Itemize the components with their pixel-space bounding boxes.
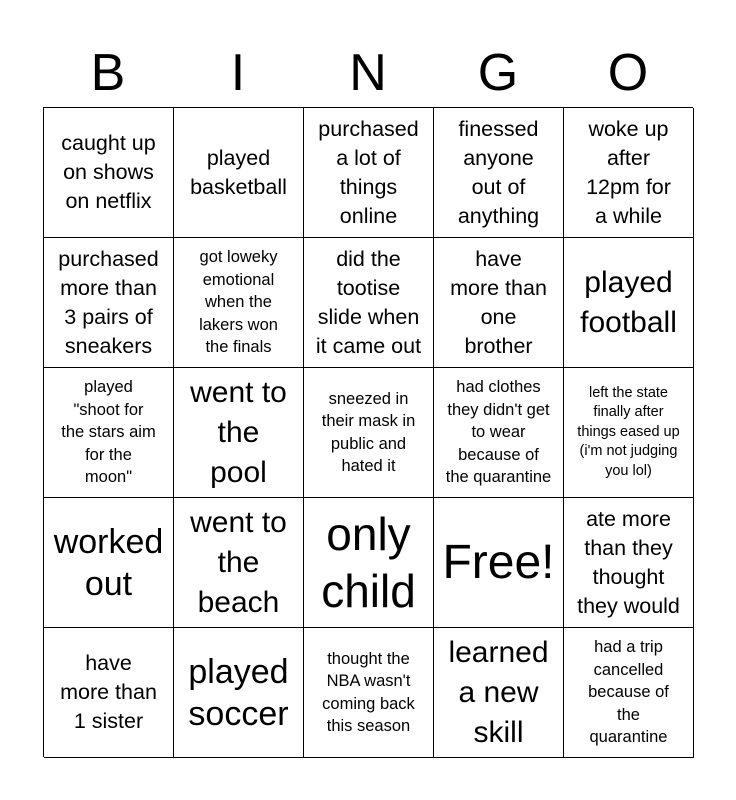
cell-text: caught up on shows on netflix: [61, 131, 156, 213]
header-letter-o: O: [607, 44, 649, 102]
cell-text: played soccer: [188, 652, 289, 733]
bingo-cell[interactable]: [44, 368, 174, 498]
bingo-cell[interactable]: [434, 368, 564, 498]
cell-text: thought the NBA wasn't coming back this season: [322, 649, 415, 735]
bingo-cell[interactable]: [304, 368, 434, 498]
cell-text: played football: [580, 265, 677, 339]
bingo-cell[interactable]: [564, 108, 694, 238]
cell-text: played basketball: [190, 145, 287, 199]
bingo-cell[interactable]: [564, 498, 694, 628]
cell-text: woke up after 12pm for a while: [586, 116, 671, 228]
cell-text: sneezed in their mask in public and hated it: [321, 389, 416, 475]
cell-text: ate more than they thought they would: [577, 506, 680, 618]
bingo-cell[interactable]: [434, 238, 564, 368]
bingo-cell[interactable]: [44, 628, 174, 758]
bingo-cell[interactable]: [304, 238, 434, 368]
cell-text: learned a new skill: [448, 635, 549, 749]
bingo-header: [43, 38, 693, 108]
bingo-cell[interactable]: [174, 108, 304, 238]
free-space-cell[interactable]: [434, 498, 564, 628]
cell-text: left the state finally after things eased up (i'm not judging you lol): [577, 384, 680, 479]
header-letter-b: B: [90, 44, 126, 102]
bingo-cell[interactable]: [434, 108, 564, 238]
cell-text: got loweky emotional when the lakers won the finals: [199, 248, 278, 357]
bingo-cell[interactable]: [174, 498, 304, 628]
bingo-cell[interactable]: [304, 628, 434, 758]
cell-text: went to the beach: [190, 505, 287, 619]
bingo-cell[interactable]: [174, 628, 304, 758]
cell-text: finessed anyone out of anything: [457, 116, 540, 228]
bingo-cell[interactable]: [564, 628, 694, 758]
bingo-grid: [43, 107, 693, 757]
bingo-cell[interactable]: [44, 108, 174, 238]
cell-text: only child: [321, 507, 416, 617]
header-letter-n: N: [349, 44, 387, 102]
bingo-cell[interactable]: [174, 238, 304, 368]
bingo-cell[interactable]: [304, 498, 434, 628]
free-space-text: Free!: [442, 535, 555, 589]
cell-text: worked out: [53, 522, 164, 603]
cell-text: have more than one brother: [450, 246, 547, 358]
cell-text: purchased a lot of things online: [318, 116, 419, 228]
cell-text: had a trip cancelled because of the quarantine: [588, 638, 669, 747]
header-letter-g: G: [477, 44, 519, 102]
cell-text: went to the pool: [190, 375, 287, 489]
bingo-cell[interactable]: [564, 368, 694, 498]
cell-text: played "shoot for the stars aim for the moon": [61, 378, 156, 487]
bingo-cell[interactable]: [564, 238, 694, 368]
bingo-cell[interactable]: [434, 628, 564, 758]
bingo-cell[interactable]: [44, 238, 174, 368]
cell-text: did the tootise slide when it came out: [315, 246, 422, 358]
bingo-cell[interactable]: [174, 368, 304, 498]
bingo-cell[interactable]: [304, 108, 434, 238]
cell-text: have more than 1 sister: [60, 651, 157, 733]
bingo-cell[interactable]: [44, 498, 174, 628]
cell-text: purchased more than 3 pairs of sneakers: [58, 246, 159, 358]
header-letter-i: I: [230, 44, 246, 102]
cell-text: had clothes they didn't get to wear because of the quarantine: [445, 378, 552, 487]
